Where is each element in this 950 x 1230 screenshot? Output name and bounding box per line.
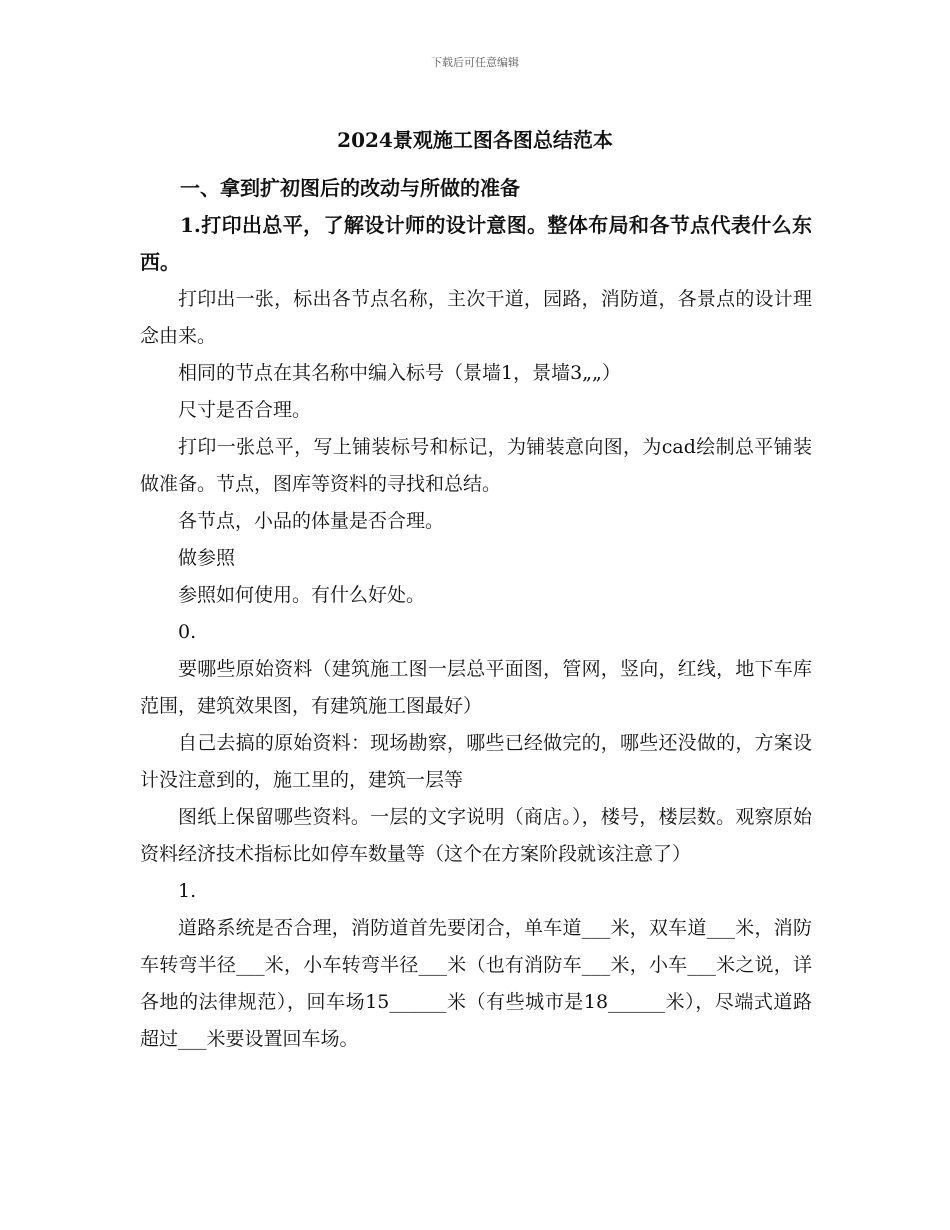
body-paragraph: 打印出一张，标出各节点名称，主次干道，园路，消防道，各景点的设计理念由来。 bbox=[140, 288, 812, 347]
body-paragraph: 打印一张总平，写上铺装标号和标记，为铺装意向图，为cad绘制总平铺装做准备。节点，图库等资料的寻找和总结。 bbox=[140, 436, 812, 495]
section-heading: 一、拿到扩初图后的改动与所做的准备 bbox=[180, 176, 520, 200]
body-paragraph: 尺寸是否合理。 bbox=[178, 399, 312, 421]
body-paragraph: 自己去搞的原始资料：现场勘察，哪些已经做完的，哪些还没做的，方案设计没注意到的，施工里的，建筑一层等 bbox=[140, 732, 812, 791]
body-paragraph: 1. bbox=[178, 880, 197, 902]
body-paragraph: 道路系统是否合理，消防道首先要闭合，单车道___米，双车道___米，消防车转弯半径___米，小车转弯半径___米（也有消防车___米，小车___米之说，详各地的法律规范），回车场15______米（有些城市是18______米），尽端式道路超过___米要设置回车场。 bbox=[140, 917, 812, 1050]
body-paragraph: 参照如何使用。有什么好处。 bbox=[178, 584, 426, 606]
body-paragraph: 相同的节点在其名称中编入标号（景墙1，景墙3„„） bbox=[178, 362, 621, 384]
body-paragraph: 0. bbox=[178, 621, 197, 643]
body-paragraph: 各节点，小品的体量是否合理。 bbox=[178, 510, 445, 532]
body-paragraph: 图纸上保留哪些资料。一层的文字说明（商店。），楼号，楼层数。观察原始资料经济技术指标比如停车数量等（这个在方案阶段就该注意了） bbox=[140, 806, 812, 865]
page-header: 下载后可任意编辑 bbox=[431, 56, 519, 69]
document-title: 2024景观施工图各图总结范本 bbox=[337, 128, 613, 152]
document-body bbox=[140, 170, 812, 1058]
subsection-heading: 1.打印出总平，了解设计师的设计意图。整体布局和各节点代表什么东西。 bbox=[140, 213, 812, 274]
body-paragraph: 要哪些原始资料（建筑施工图一层总平面图，管网，竖向，红线，地下车库范围，建筑效果图，有建筑施工图最好） bbox=[140, 658, 812, 717]
body-paragraph: 做参照 bbox=[178, 547, 236, 569]
